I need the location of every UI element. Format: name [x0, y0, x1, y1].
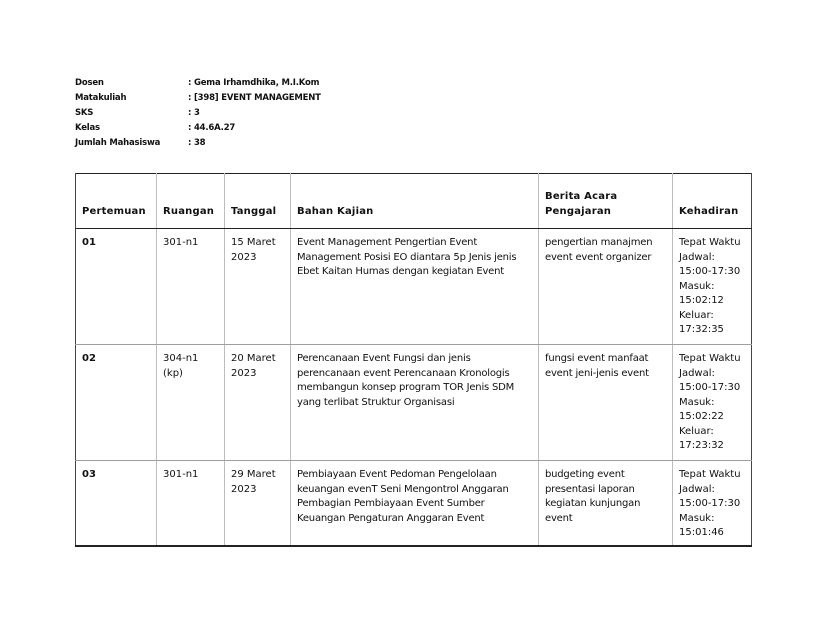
cell-kehadiran — [673, 345, 752, 461]
header-pertemuan: Pertemuan — [76, 174, 157, 229]
cell-ruangan: 304-n1 (kp) — [157, 345, 225, 461]
info-row-jumlah-mahasiswa — [75, 136, 321, 151]
kehadiran-status: Tepat Waktu — [679, 237, 741, 248]
cell-tanggal — [225, 461, 291, 546]
cell-ruangan: 301-n1 — [157, 461, 225, 546]
tanggal-date: 15 Maret — [231, 237, 276, 248]
cell-bahan-kajian: Perencanaan Event Fungsi dan jenis perencanaan event Perencanaan Kronologis membangun konsep program TOR Jenis SDM yang terlibat Struktur Organisasi — [291, 345, 539, 461]
tanggal-year: 2023 — [231, 367, 257, 379]
cell-bahan-kajian: Event Management Pengertian Event Management Posisi EO diantara 5p Jenis jenis Ebet Kaitan Humas dengan kegiatan Event — [291, 229, 539, 345]
table-row — [76, 461, 752, 546]
info-row-matakuliah — [75, 91, 321, 106]
kehadiran-jadwal-value: 15:00-17:30 — [679, 382, 741, 393]
cell-tanggal — [225, 345, 291, 461]
kehadiran-status: Tepat Waktu — [679, 469, 741, 480]
info-label: Kelas — [75, 123, 100, 133]
kehadiran-jadwal-value: 15:00-17:30 — [679, 266, 741, 277]
kehadiran-masuk-value: 15:02:22 — [679, 411, 724, 422]
kehadiran-masuk-label: Masuk: — [679, 396, 715, 408]
tanggal-date: 29 Maret — [231, 469, 276, 480]
cell-bahan-kajian: Pembiayaan Event Pedoman Pengelolaan keuangan evenT Seni Mengontrol Anggaran Pembagian Pembiayaan Event Sumber Keuangan Pengaturan Anggaran Event — [291, 461, 539, 546]
info-row-sks — [75, 106, 321, 121]
kehadiran-jadwal-label: Jadwal: — [679, 367, 715, 379]
kehadiran-masuk-value: 15:02:12 — [679, 295, 724, 306]
kehadiran-masuk-value: 15:01:46 — [679, 527, 724, 538]
info-label: Jumlah Mahasiswa — [75, 138, 161, 148]
info-value: : 3 — [188, 108, 200, 118]
header-berita-line1: Berita Acara — [545, 191, 618, 202]
tanggal-year: 2023 — [231, 251, 257, 263]
info-value: : 38 — [188, 138, 206, 148]
kehadiran-masuk-label: Masuk: — [679, 280, 715, 292]
table-header-row — [76, 174, 752, 229]
cell-kehadiran — [673, 229, 752, 345]
cell-berita-acara: pengertian manajmen event event organizer — [539, 229, 673, 345]
info-label: Matakuliah — [75, 93, 127, 103]
cell-berita-acara: fungsi event manfaat event jeni-jenis event — [539, 345, 673, 461]
info-value: : 44.6A.27 — [188, 123, 236, 133]
course-info — [75, 76, 321, 151]
cell-pertemuan: 01 — [76, 229, 157, 345]
kehadiran-status: Tepat Waktu — [679, 353, 741, 364]
tanggal-date: 20 Maret — [231, 353, 276, 364]
table-row — [76, 345, 752, 461]
info-value: : Gema Irhamdhika, M.I.Kom — [188, 78, 320, 88]
cell-tanggal — [225, 229, 291, 345]
header-bahan-kajian: Bahan Kajian — [291, 174, 539, 229]
kehadiran-jadwal-label: Jadwal: — [679, 483, 715, 495]
info-value: : [398] EVENT MANAGEMENT — [188, 93, 321, 103]
kehadiran-keluar-value: 17:23:32 — [679, 440, 724, 451]
kehadiran-masuk-label: Masuk: — [679, 512, 715, 524]
kehadiran-keluar-label: Keluar: — [679, 309, 714, 321]
table-row — [76, 229, 752, 345]
cell-pertemuan: 03 — [76, 461, 157, 546]
tanggal-year: 2023 — [231, 483, 257, 495]
cell-berita-acara: budgeting event presentasi laporan kegiatan kunjungan event — [539, 461, 673, 546]
info-row-dosen — [75, 76, 321, 91]
header-berita-acara — [539, 174, 673, 229]
header-kehadiran: Kehadiran — [673, 174, 752, 229]
header-berita-line2: Pengajaran — [545, 206, 612, 217]
info-label: SKS — [75, 108, 94, 118]
kehadiran-jadwal-label: Jadwal: — [679, 251, 715, 263]
kehadiran-keluar-label: Keluar: — [679, 425, 714, 437]
cell-kehadiran — [673, 461, 752, 546]
kehadiran-keluar-value: 17:32:35 — [679, 324, 724, 335]
cell-ruangan: 301-n1 — [157, 229, 225, 345]
header-ruangan: Ruangan — [157, 174, 225, 229]
kehadiran-jadwal-value: 15:00-17:30 — [679, 498, 741, 509]
info-row-kelas — [75, 121, 321, 136]
cell-pertemuan: 02 — [76, 345, 157, 461]
info-label: Dosen — [75, 78, 104, 88]
attendance-table — [75, 173, 752, 547]
header-tanggal: Tanggal — [225, 174, 291, 229]
